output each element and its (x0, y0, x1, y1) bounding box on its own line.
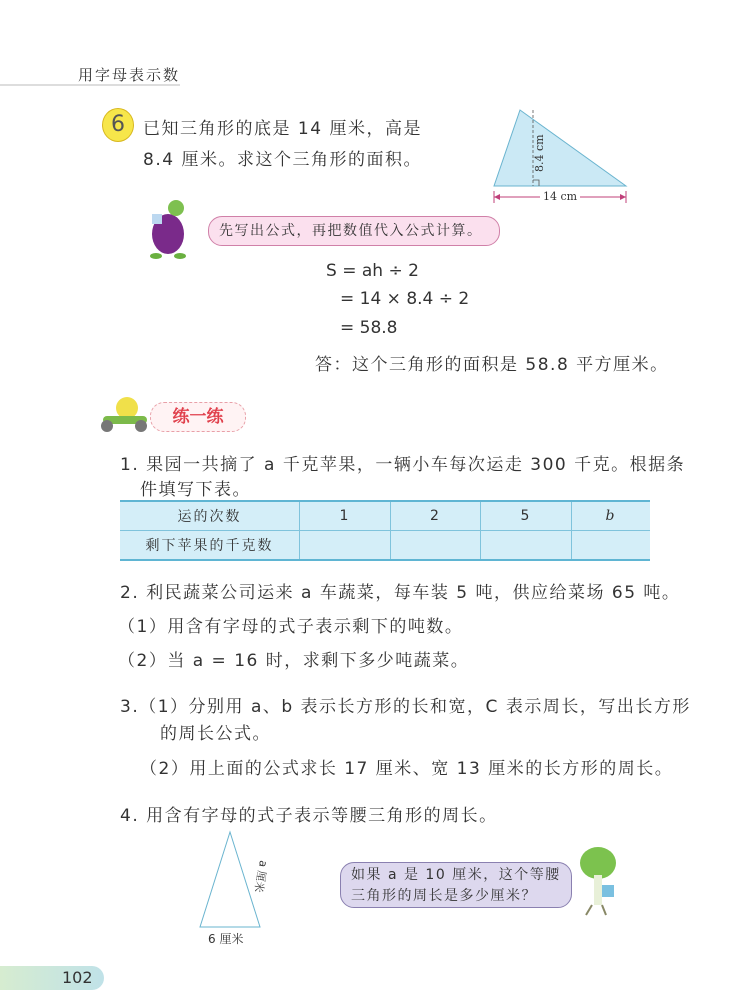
q2-sub1: （1）用含有字母的式子表示剩下的吨数。 (118, 617, 464, 637)
table-cell-blank[interactable] (572, 531, 651, 561)
motorbike-mascot-icon (97, 396, 153, 434)
q1-line1: 1. 果园一共摘了 a 千克苹果，一辆小车每次运走 300 千克。根据条 (120, 455, 686, 475)
table-cell: 5 (481, 501, 572, 531)
practice-title: 练一练 (150, 402, 246, 432)
q3-sub2: （2）用上面的公式求长 17 厘米、宽 13 厘米的长方形的周长。 (140, 759, 674, 779)
example-number-badge: 6 (102, 108, 134, 142)
table-cell: 2 (391, 501, 481, 531)
header-divider (0, 84, 180, 86)
table-header-cell: 运的次数 (120, 501, 300, 531)
side-label: a 厘米 (251, 859, 271, 894)
formula-line3: = 58.8 (340, 318, 398, 338)
answer-text: 答：这个三角形的面积是 58.8 平方厘米。 (315, 355, 669, 375)
height-label: 8.4 cm (533, 134, 546, 172)
q1-table (120, 500, 650, 561)
q4-hint-bubble (340, 862, 572, 908)
eggplant-mascot-icon (138, 192, 208, 262)
q2-line1: 2. 利民蔬菜公司运来 a 车蔬菜，每车装 5 吨，供应给菜场 65 吨。 (120, 583, 681, 603)
table-cell: 1 (300, 501, 391, 531)
q3-line2: 的周长公式。 (160, 724, 271, 744)
example-text-line1: 已知三角形的底是 14 厘米，高是 (143, 119, 422, 139)
chapter-header: 用字母表示数 (78, 66, 181, 84)
q1-line2: 件填写下表。 (140, 480, 251, 500)
q2-sub2: （2）当 a = 16 时，求剩下多少吨蔬菜。 (118, 651, 470, 671)
table-cell-blank[interactable] (300, 531, 391, 561)
table-cell: b (572, 501, 651, 531)
hint-bubble: 先写出公式，再把数值代入公式计算。 (208, 216, 500, 246)
page-number: 102 (0, 966, 104, 990)
table-row (120, 501, 650, 531)
example-text-line2: 8.4 厘米。求这个三角形的面积。 (143, 150, 422, 170)
base-label-6: 6 厘米 (208, 932, 244, 946)
table-row (120, 531, 650, 561)
table-cell-blank[interactable] (391, 531, 481, 561)
table-header-cell: 剩下苹果的千克数 (120, 531, 300, 561)
hint-line2: 三角形的周长是多少厘米？ (351, 888, 537, 904)
hint-line1: 如果 a 是 10 厘米，这个等腰 (351, 867, 561, 883)
base-label: 14 cm (540, 190, 580, 203)
q3-line1: 3.（1）分别用 a、b 表示长方形的长和宽，C 表示周长，写出长方形 (120, 697, 691, 717)
q4-line1: 4. 用含有字母的式子表示等腰三角形的周长。 (120, 806, 498, 826)
cabbage-mascot-icon (574, 845, 619, 920)
formula-line2: = 14 × 8.4 ÷ 2 (340, 289, 470, 309)
table-cell-blank[interactable] (481, 531, 572, 561)
formula-line1: S = ah ÷ 2 (326, 261, 419, 281)
